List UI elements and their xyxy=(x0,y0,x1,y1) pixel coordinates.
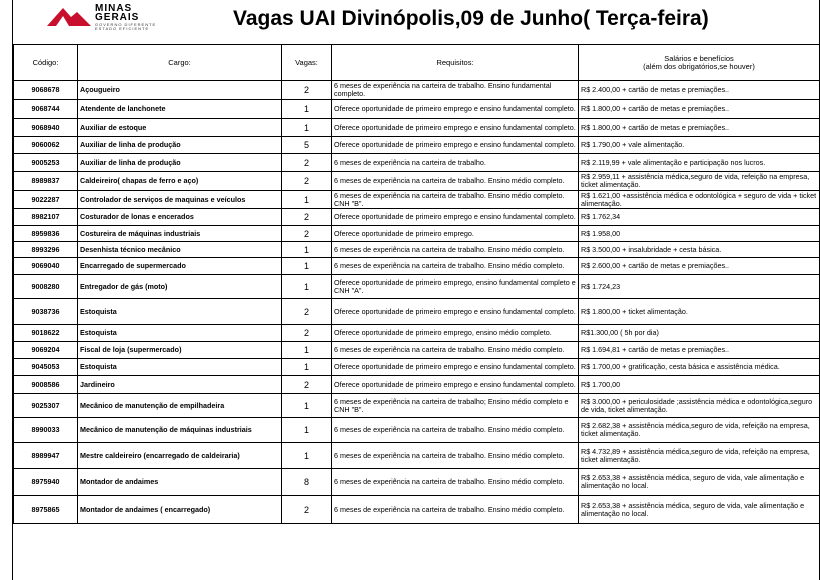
header-vagas: Vagas: xyxy=(282,45,332,81)
row-salario: R$1.300,00 ( 5h por dia) xyxy=(579,325,820,342)
row-requisitos: 6 meses de experiência na carteira de trabalho. Ensino médio completo. xyxy=(332,469,579,496)
row-cargo: Açougueiro xyxy=(78,81,282,100)
row-vagas: 1 xyxy=(282,443,332,469)
minas-gerais-logo xyxy=(47,4,197,30)
row-codigo: 9069204 xyxy=(14,342,78,359)
table-row xyxy=(14,359,820,376)
row-requisitos: 6 meses de experiência na carteira de trabalho. Ensino médio completo. xyxy=(332,172,579,191)
row-requisitos: Oferece oportunidade de primeiro emprego e ensino fundamental completo. xyxy=(332,359,579,376)
row-codigo: 9060062 xyxy=(14,137,78,154)
row-cargo: Mestre caldeireiro (encarregado de caldeiraria) xyxy=(78,443,282,469)
table-row xyxy=(14,209,820,226)
table-row xyxy=(14,191,820,209)
row-salario: R$ 1.694,81 + cartão de metas e premiações.. xyxy=(579,342,820,359)
row-vagas: 8 xyxy=(282,469,332,496)
row-requisitos: 6 meses de experiência na carteira de trabalho. Ensino médio completo. xyxy=(332,258,579,275)
row-salario: R$ 1.958,00 xyxy=(579,226,820,242)
row-requisitos: Oferece oportunidade de primeiro emprego e ensino fundamental completo. xyxy=(332,376,579,394)
row-requisitos: Oferece oportunidade de primeiro emprego e ensino fundamental completo. xyxy=(332,100,579,119)
row-salario: R$ 3.000,00 + periculosidade ;assistência médica e odontológica,seguro de vida, ticket alimentação. xyxy=(579,394,820,418)
row-vagas: 5 xyxy=(282,137,332,154)
row-cargo: Costurador de lonas e encerados xyxy=(78,209,282,226)
row-vagas: 2 xyxy=(282,496,332,524)
row-codigo: 8982107 xyxy=(14,209,78,226)
table-row xyxy=(14,100,820,119)
row-vagas: 1 xyxy=(282,394,332,418)
row-cargo: Mecânico de manutenção de empilhadeira xyxy=(78,394,282,418)
table-row xyxy=(14,154,820,172)
row-codigo: 9068940 xyxy=(14,119,78,137)
row-vagas: 1 xyxy=(282,418,332,443)
header-salarios-sub: (além dos obrigatórios,se houver) xyxy=(643,61,755,71)
row-requisitos: 6 meses de experiência na carteira de trabalho. Ensino fundamental completo. xyxy=(332,81,579,100)
row-codigo: 9018622 xyxy=(14,325,78,342)
row-cargo: Atendente de lanchonete xyxy=(78,100,282,119)
row-codigo: 9038736 xyxy=(14,299,78,325)
row-codigo: 9005253 xyxy=(14,154,78,172)
table-row xyxy=(14,325,820,342)
row-vagas: 1 xyxy=(282,100,332,119)
row-cargo: Mecânico de manutenção de máquinas industriais xyxy=(78,418,282,443)
header-salarios-title: Salários e benefícios xyxy=(664,53,734,63)
row-codigo: 9045053 xyxy=(14,359,78,376)
row-vagas: 2 xyxy=(282,81,332,100)
table-row xyxy=(14,119,820,137)
header-salarios xyxy=(579,45,820,81)
logo-line2: GERAIS xyxy=(95,12,140,23)
row-salario: R$ 2.400,00 + cartão de metas e premiações.. xyxy=(579,81,820,100)
job-table xyxy=(13,44,820,524)
row-cargo: Estoquista xyxy=(78,299,282,325)
page-header xyxy=(13,0,819,45)
row-vagas: 1 xyxy=(282,119,332,137)
row-codigo: 8993296 xyxy=(14,242,78,258)
row-requisitos: Oferece oportunidade de primeiro emprego e ensino fundamental completo. xyxy=(332,299,579,325)
table-row xyxy=(14,342,820,359)
row-codigo: 9068678 xyxy=(14,81,78,100)
row-cargo: Estoquista xyxy=(78,325,282,342)
row-salario: R$ 1.621,00 +assistência médica e odontológica + seguro de vida + ticket alimentação. xyxy=(579,191,820,209)
row-salario: R$ 1.800,00 + cartão de metas e premiações.. xyxy=(579,100,820,119)
row-cargo: Auxiliar de estoque xyxy=(78,119,282,137)
row-vagas: 1 xyxy=(282,359,332,376)
row-cargo: Fiscal de loja (supermercado) xyxy=(78,342,282,359)
table-row xyxy=(14,275,820,299)
row-salario: R$ 1.724,23 xyxy=(579,275,820,299)
row-codigo: 8975865 xyxy=(14,496,78,524)
row-requisitos: 6 meses de experiência na carteira de trabalho. Ensino médio completo. xyxy=(332,443,579,469)
row-salario: R$ 2.959,11 + assistência médica,seguro de vida, refeição na empresa, ticket alimentação. xyxy=(579,172,820,191)
row-codigo: 8989837 xyxy=(14,172,78,191)
row-codigo: 9068744 xyxy=(14,100,78,119)
row-cargo: Caldeireiro( chapas de ferro e aço) xyxy=(78,172,282,191)
logo-line1: MINAS xyxy=(95,3,133,14)
row-salario: R$ 2.119,99 + vale alimentação e participação nos lucros. xyxy=(579,154,820,172)
row-requisitos: Oferece oportunidade de primeiro emprego, ensino fundamental completo e CNH "A". xyxy=(332,275,579,299)
row-vagas: 1 xyxy=(282,191,332,209)
row-vagas: 2 xyxy=(282,325,332,342)
mountain-logo-icon xyxy=(47,4,91,28)
row-salario: R$ 1.700,00 xyxy=(579,376,820,394)
row-salario: R$ 1.800,00 + cartão de metas e premiações.. xyxy=(579,119,820,137)
row-vagas: 2 xyxy=(282,226,332,242)
row-cargo: Montador de andaimes ( encarregado) xyxy=(78,496,282,524)
row-requisitos: 6 meses de experiência na carteira de trabalho. xyxy=(332,154,579,172)
row-vagas: 2 xyxy=(282,172,332,191)
table-row xyxy=(14,376,820,394)
row-requisitos: 6 meses de experiência na carteira de trabalho. Ensino médio completo. xyxy=(332,418,579,443)
row-cargo: Auxiliar de linha de produção xyxy=(78,137,282,154)
row-vagas: 1 xyxy=(282,242,332,258)
row-salario: R$ 2.653,38 + assistência médica, seguro de vida, vale alimentação e alimentação no local. xyxy=(579,469,820,496)
row-vagas: 2 xyxy=(282,209,332,226)
row-cargo: Costureira de máquinas industriais xyxy=(78,226,282,242)
header-cargo: Cargo: xyxy=(78,45,282,81)
table-row xyxy=(14,299,820,325)
row-cargo: Desenhista técnico mecânico xyxy=(78,242,282,258)
table-row xyxy=(14,226,820,242)
header-codigo: Código: xyxy=(14,45,78,81)
logo-line4: ESTADO EFICIENTE xyxy=(95,26,150,31)
row-vagas: 2 xyxy=(282,299,332,325)
row-cargo: Encarregado de supermercado xyxy=(78,258,282,275)
row-requisitos: 6 meses de experiência na carteira de trabalho. Ensino médio completo. xyxy=(332,496,579,524)
table-row xyxy=(14,496,820,524)
row-requisitos: Oferece oportunidade de primeiro emprego. xyxy=(332,226,579,242)
row-codigo: 9008280 xyxy=(14,275,78,299)
table-row xyxy=(14,443,820,469)
row-codigo: 9022287 xyxy=(14,191,78,209)
table-row xyxy=(14,418,820,443)
row-cargo: Jardineiro xyxy=(78,376,282,394)
table-row xyxy=(14,137,820,154)
row-salario: R$ 4.732,89 + assistência médica,seguro de vida, refeição na empresa, ticket alimentação. xyxy=(579,443,820,469)
document-page xyxy=(12,0,820,580)
row-vagas: 1 xyxy=(282,258,332,275)
table-row xyxy=(14,242,820,258)
row-requisitos: Oferece oportunidade de primeiro emprego e ensino fundamental completo. xyxy=(332,209,579,226)
row-codigo: 8975940 xyxy=(14,469,78,496)
row-vagas: 2 xyxy=(282,154,332,172)
row-codigo: 9069040 xyxy=(14,258,78,275)
page-title: Vagas UAI Divinópolis,09 de Junho( Terça-feira) xyxy=(233,7,709,30)
row-cargo: Montador de andaimes xyxy=(78,469,282,496)
row-salario: R$ 2.682,38 + assistência médica,seguro de vida, refeição na empresa, ticket alimentação. xyxy=(579,418,820,443)
logo-line3: GOVERNO DIFERENTE xyxy=(95,22,157,27)
row-cargo: Auxiliar de linha de produção xyxy=(78,154,282,172)
row-codigo: 8989947 xyxy=(14,443,78,469)
table-row xyxy=(14,394,820,418)
row-vagas: 1 xyxy=(282,342,332,359)
row-cargo: Entregador de gás (moto) xyxy=(78,275,282,299)
table-header-row xyxy=(14,45,820,81)
row-requisitos: 6 meses de experiência na carteira de trabalho. Ensino médio completo. xyxy=(332,242,579,258)
header-requisitos: Requisitos: xyxy=(332,45,579,81)
row-codigo: 8959836 xyxy=(14,226,78,242)
row-requisitos: 6 meses de experiência na carteira de trabalho; Ensino médio completo e CNH "B". xyxy=(332,394,579,418)
row-codigo: 9025307 xyxy=(14,394,78,418)
row-salario: R$ 1.790,00 + vale alimentação. xyxy=(579,137,820,154)
row-requisitos: 6 meses de experiência na carteira de trabalho. Ensino médio completo. xyxy=(332,342,579,359)
row-salario: R$ 3.500,00 + insalubridade + cesta básica. xyxy=(579,242,820,258)
row-salario: R$ 1.762,34 xyxy=(579,209,820,226)
row-salario: R$ 2.600,00 + cartão de metas e premiações.. xyxy=(579,258,820,275)
row-codigo: 9008586 xyxy=(14,376,78,394)
row-cargo: Estoquista xyxy=(78,359,282,376)
table-row xyxy=(14,81,820,100)
row-requisitos: Oferece oportunidade de primeiro emprego e ensino fundamental completo. xyxy=(332,137,579,154)
table-row xyxy=(14,172,820,191)
table-row xyxy=(14,469,820,496)
row-salario: R$ 1.800,00 + ticket alimentação. xyxy=(579,299,820,325)
table-row xyxy=(14,258,820,275)
row-requisitos: Oferece oportunidade de primeiro emprego, ensino médio completo. xyxy=(332,325,579,342)
row-vagas: 1 xyxy=(282,275,332,299)
row-vagas: 2 xyxy=(282,376,332,394)
row-requisitos: Oferece oportunidade de primeiro emprego e ensino fundamental completo. xyxy=(332,119,579,137)
row-salario: R$ 1.700,00 + gratificação, cesta básica e assistência médica. xyxy=(579,359,820,376)
row-codigo: 8990033 xyxy=(14,418,78,443)
row-requisitos: 6 meses de experiência na carteira de trabalho. Ensino médio completo. CNH "B". xyxy=(332,191,579,209)
row-cargo: Controlador de serviços de maquinas e veículos xyxy=(78,191,282,209)
row-salario: R$ 2.653,38 + assistência médica, seguro de vida, vale alimentação e alimentação no local. xyxy=(579,496,820,524)
